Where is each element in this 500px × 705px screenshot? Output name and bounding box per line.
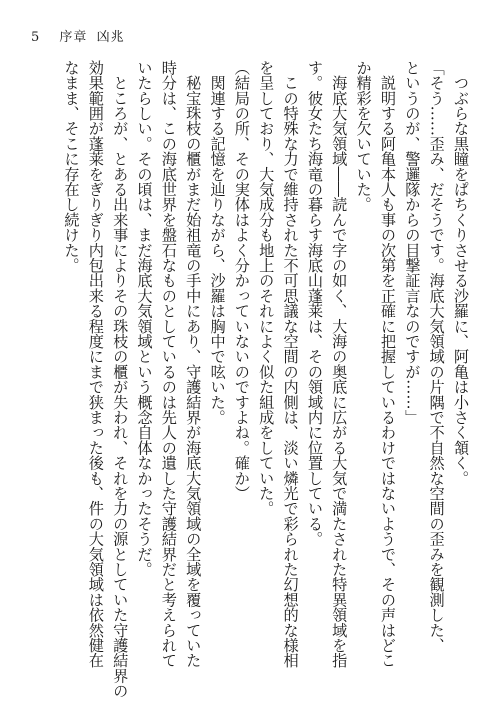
text-line: 海底大気領域――読んで字の如く、大海の奥底に広がる大気で満たされた特異領域を指 <box>330 60 349 668</box>
text-line: つぶらな黒瞳をぱちくりさせる沙羅に、阿亀は小さく頷く。 <box>452 60 470 486</box>
text-line: 「そう……歪み、だそうです。海底大気領域の片隅で不自然な空間の歪みを観測した、 <box>427 60 446 653</box>
page-header <box>31 26 125 45</box>
text-line: 関連する記憶を辿りながら、沙羅は胸中で呟いた。 <box>208 60 227 425</box>
text-line: 時分は、この海底世界を盤石なものとしているのは先人の遺した守護結界だと考えられて <box>159 60 178 668</box>
text-line: この特殊な力で維持された不可思議な空間の内側は、淡い燐光で彩られた幻想的な様相 <box>281 60 300 668</box>
chapter-label: 序章 <box>59 30 88 45</box>
page-number: 5 <box>31 30 41 45</box>
text-line: ところが、とある出来事によりその珠枝の櫃が失われ、それを力の源としていた守護結界の <box>111 60 130 699</box>
text-line: （結局の所、その実体はよく分かっていないのですよね。確か） <box>232 60 251 501</box>
text-line: を呈しており、大気成分も地上のそれによく似た組成をしていた。 <box>257 60 276 516</box>
text-line: 説明する阿亀本人も事の次第を正確に把握しているわけではないようで、その声はどこ <box>378 60 397 668</box>
chapter-title: 凶兆 <box>96 30 125 45</box>
text-line: か精彩を欠いていた。 <box>354 60 373 212</box>
text-line: す。彼女たち海竜の暮らす海底山蓬莱は、その領域内に位置している。 <box>305 60 324 547</box>
text-line: なまま、そこに存在し続けた。 <box>62 60 81 273</box>
text-line: 秘宝珠枝の櫃がまだ始祖竜の手中にあり、守護結界が海底大気領域の全域を覆っていた <box>184 60 203 668</box>
text-line: 効果範囲が蓬莱をぎりぎり内包出来る程度にまで狭まった後も、件の大気領域は依然健在 <box>86 60 105 668</box>
vertical-body-text <box>23 60 473 700</box>
text-line: いたらしい。その頃は、まだ海底大気領域という概念自体なかったそうだ。 <box>135 60 154 577</box>
text-line: というのが、警邏隊からの目撃証言なのですが……」 <box>403 60 422 425</box>
